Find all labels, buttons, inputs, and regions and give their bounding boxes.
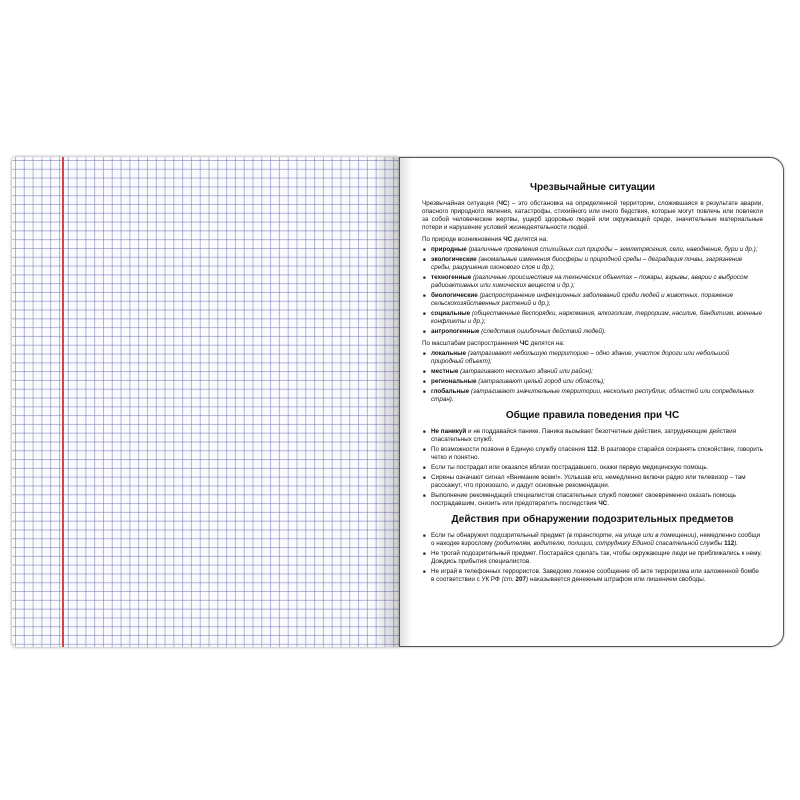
suspicious-title: Действия при обнаружении подозрительных предметов (451, 514, 734, 526)
list-item: ■ Не играй в телефонных террористов. Заведомо ложное сообщение об акте терроризма или заложенной бомбе в соответствии с УК РФ (ст. 207) наказывается денежным штрафом или лишением свободы. (422, 568, 763, 584)
list-item: ■ экологические (аномальные изменения биосферы и природной среды – деградация почвы, загрязнение среды, разрушение озонового слоя и др.); (422, 256, 763, 272)
list-item: ■ техногенные (различные происшествия на технических объектах – пожары, взрывы, аварии с выбросом радиоактивных или химических веществ и др.); (422, 274, 763, 290)
list-item: ■ Сирены означают сигнал «Внимание всем!». Услышав его, немедленно включи радио или телевизор – там расскажут, что произошло, и дадут основные рекомендации. (422, 474, 763, 490)
scale-list (422, 350, 763, 404)
list-item: ■ Если ты пострадал или оказался вблизи пострадавшего, окажи первую медицинскую помощь. (422, 464, 763, 472)
rules-list (422, 428, 763, 508)
spine-shadow (373, 157, 399, 647)
list-item: ■ антропогенные (следствия ошибочных действий людей). (422, 328, 763, 336)
list-item: ■ социальные (общественные беспорядки, наркомания, алкоголизм, терроризм, насилие, бандитизм, военные конфликты и др.); (422, 310, 763, 326)
rules-title: Общие правила поведения при ЧС (505, 409, 680, 421)
info-page (399, 157, 784, 647)
list-item: ■ глобальные (затрагивают значительные территории, несколько республик, областей или сопредельных стран). (422, 388, 763, 404)
list-item: ■ Не трогай подозрительный предмет. Постарайся сделать так, чтобы окружающие люди не приближались к нему. Дождись прибытия специалистов. (422, 550, 763, 566)
suspicious-list (422, 532, 763, 584)
grid-page (12, 157, 399, 647)
by-scale-lead: По масштабам распространения ЧС делятся на: (422, 339, 565, 347)
list-item: ■ биологические (распространение инфекционных заболеваний среди людей и животных, поражение сельскохозяйственных растений и др.); (422, 292, 763, 308)
list-item: ■ Не паникуй и не поддавайся панике. Паника вызывает безотчетные действия, затрудняющие действия спасательных служб. (422, 428, 763, 444)
by-origin-lead: По природе возникновения ЧС делятся на: (422, 235, 548, 243)
list-item: ■ По возможности позвони в Единую службу спасения 112. В разговоре старайся сохранять спокойствие, говорить четко и понятно. (422, 446, 763, 462)
origin-list (422, 246, 763, 336)
list-item: ■ региональные (затрагивают целый город или область); (422, 378, 763, 386)
list-item: ■ местные (затрагивают несколько зданий или район); (422, 368, 763, 376)
list-item: ■ локальные (затрагивают небольшую территорию – одно здание, участок дороги или небольшой природный объект); (422, 350, 763, 366)
chs-intro: Чрезвычайная ситуация (ЧС) – это обстановка на определенной территории, сложившаяся в результате аварии, опасного природного явления, катастрофы, стихийного или иного бедствия, которые могут повлечь или повлекли за собой человеческие жертвы, ущерб здоровью людей или окружающей среде, значительные материальные потери и нарушение условий жизнедеятельности людей. (422, 199, 763, 231)
margin-line (62, 157, 64, 647)
list-item: ■ Выполнение рекомендаций специалистов спасательных служб поможет своевременно оказать помощь пострадавшим, снизить или предотвратить последствия ЧС. (422, 492, 763, 508)
notebook-spread (12, 157, 784, 647)
list-item: ■ природные (различные проявления стихийных сил природы – землетрясения, сели, наводнения, бури и др.); (422, 246, 763, 254)
list-item: ■ Если ты обнаружил подозрительный предмет (в транспорте, на улице или в помещении), немедленно сообщи о находке взрослому (родителям, водителю, полиции, сотруднику Единой спасательной службы 112). (422, 532, 763, 548)
chs-title: Чрезвычайные ситуации (529, 182, 656, 193)
